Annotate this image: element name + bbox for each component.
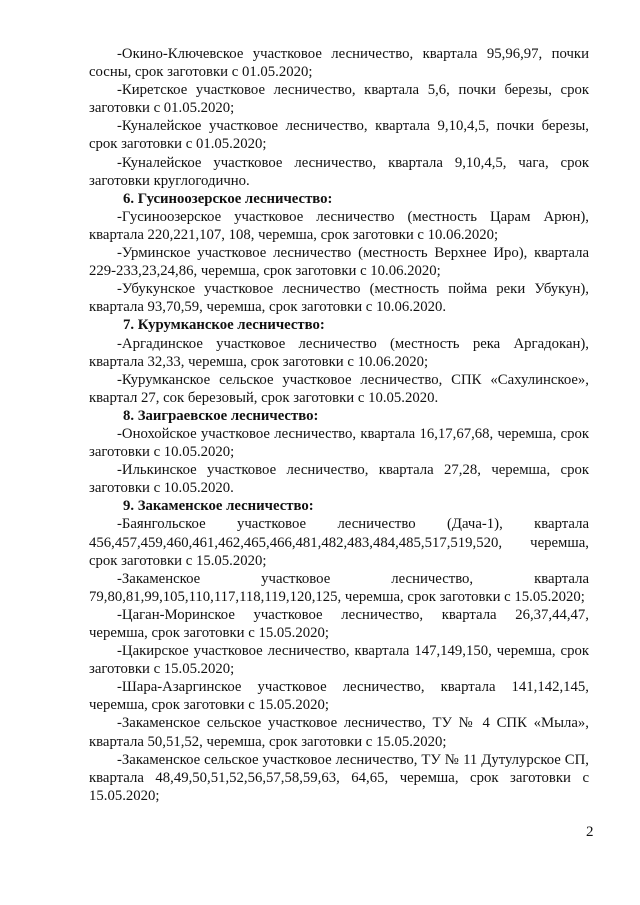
- paragraph-gusinoozerskoe: -Гусиноозерское участковое лесничество (местность Царам Арюн), квартала 220,221,107, 108, черемша, срок заготовки с 10.06.2020;: [89, 208, 589, 243]
- paragraph-kunaleyskoe-chaga: -Куналейское участковое лесничество, квартала 9,10,4,5, чага, срок заготовки круглогодично.: [89, 154, 589, 189]
- paragraph-bayangolskoe: -Баянгольское участковое лесничество (Дача-1), квартала 456,457,459,460,461,462,465,466,481,482,483,484,485,517,519,520, черемша, срок заготовки с 15.05.2020;: [89, 516, 589, 569]
- section-heading-zakamenskoe: 9. Закаменское лесничество:: [123, 498, 314, 515]
- page-number: 2: [586, 824, 594, 840]
- paragraph-okino-klyuchevskoe: -Окино-Ключевское участковое лесничество, квартала 95,96,97, почки сосны, срок заготовки с 01.05.2020;: [89, 46, 589, 81]
- paragraph-ubukunskoe: -Убукунское участковое лесничество (местность пойма реки Убукун), квартала 93,70,59, черемша, срок заготовки с 10.06.2020.: [89, 281, 589, 316]
- paragraph-kunaleyskoe-birch-buds: -Куналейское участковое лесничество, квартала 9,10,4,5, почки березы, срок заготовки с 01.05.2020;: [89, 118, 589, 153]
- paragraph-zakamenskoe: -Закаменское участковое лесничество, квартала 79,80,81,99,105,110,117,118,119,120,125, черемша, срок заготовки с 15.05.2020;: [89, 570, 589, 605]
- paragraph-zakamenskoe-selskoe-tu11: -Закаменское сельское участковое лесничество, ТУ № 11 Дутулурское СП, квартала 48,49,50,51,52,56,57,58,59,63, 64,65, черемша, срок заготовки с 15.05.2020;: [89, 751, 589, 804]
- paragraph-argadinskoe: -Аргадинское участковое лесничество (местность река Аргадокан), квартала 32,33, черемша, срок заготовки с 10.06.2020;: [89, 335, 589, 370]
- paragraph-kurumkanskoe-selskoe: -Курумканское сельское участковое лесничество, СПК «Сахулинское», квартал 27, сок березовый, срок заготовки с 10.05.2020.: [89, 371, 589, 406]
- paragraph-tsagan-morinskoe: -Цаган-Моринское участковое лесничество, квартала 26,37,44,47, черемша, срок заготовки с 15.05.2020;: [89, 606, 589, 641]
- paragraph-shara-azarginskoe: -Шара-Азаргинское участковое лесничество, квартала 141,142,145, черемша, срок заготовки с 15.05.2020;: [89, 679, 589, 714]
- section-heading-zaigraevskoe: 8. Заиграевское лесничество:: [123, 407, 319, 424]
- section-heading-kurumkanskoe: 7. Курумканское лесничество:: [123, 317, 325, 334]
- paragraph-ilkinskoe: -Илькинское участковое лесничество, квартала 27,28, черемша, срок заготовки с 10.05.2020.: [89, 462, 589, 497]
- paragraph-tsakirskoe: -Цакирское участковое лесничество, квартала 147,149,150, черемша, срок заготовки с 15.05.2020;: [89, 643, 589, 678]
- paragraph-urminskoe: -Урминское участковое лесничество (местность Верхнее Иро), квартала 229-233,23,24,86, черемша, срок заготовки с 10.06.2020;: [89, 245, 589, 280]
- section-heading-gusinoozerskoe: 6. Гусиноозерское лесничество:: [123, 190, 333, 207]
- paragraph-zakamenskoe-selskoe-tu4: -Закаменское сельское участковое лесничество, ТУ № 4 СПК «Мыла», квартала 50,51,52, черемша, срок заготовки с 15.05.2020;: [89, 715, 589, 750]
- paragraph-kiretskoe: -Киретское участковое лесничество, квартала 5,6, почки березы, срок заготовки с 01.05.2020;: [89, 82, 589, 117]
- document-body: [89, 45, 589, 805]
- paragraph-onokhoyskoe: -Онохойское участковое лесничество, квартала 16,17,67,68, черемша, срок заготовки с 10.05.2020;: [89, 425, 589, 461]
